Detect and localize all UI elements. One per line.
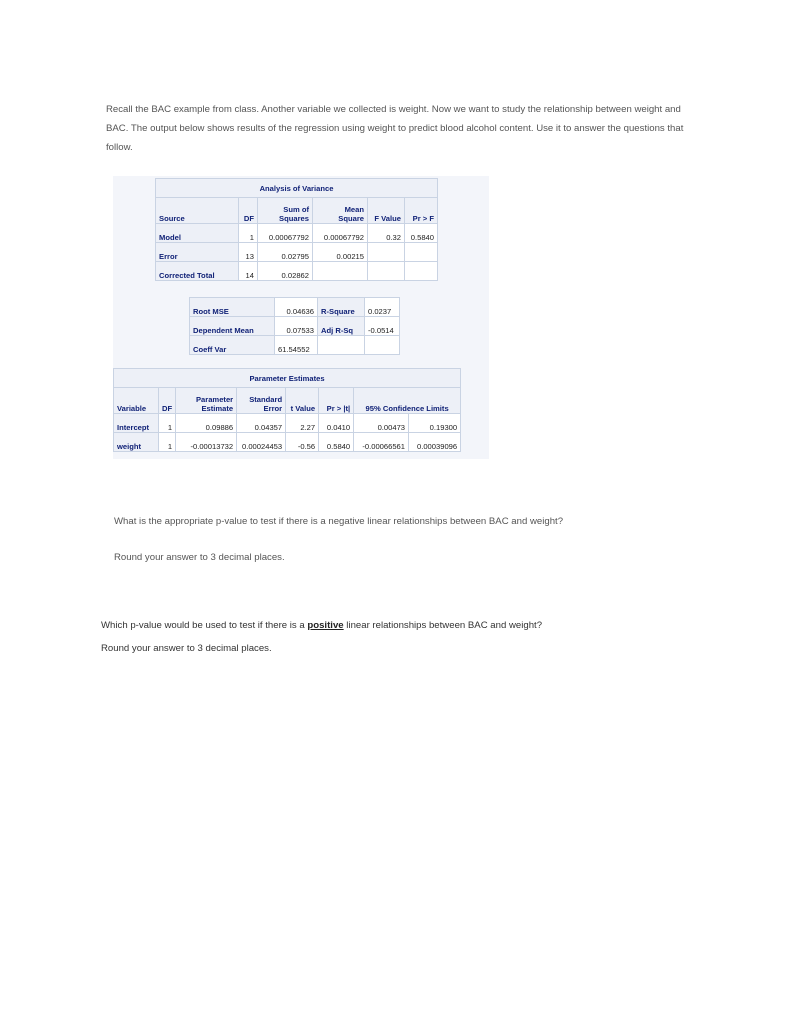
params-header-p: Pr > |t|	[319, 388, 354, 414]
anova-ms: 0.00215	[313, 243, 368, 262]
params-df: 1	[159, 414, 176, 433]
anova-p	[405, 262, 438, 281]
anova-p	[405, 243, 438, 262]
params-header-df: DF	[159, 388, 176, 414]
question2-after: linear relationships between BAC and weight?	[343, 620, 543, 631]
anova-source: Error	[156, 243, 239, 262]
params-header-variable: Variable	[114, 388, 159, 414]
anova-row-model	[156, 224, 438, 243]
params-estimate: 0.09886	[176, 414, 237, 433]
params-se: 0.04357	[237, 414, 286, 433]
fit-label: Dependent Mean	[190, 317, 275, 336]
anova-f	[368, 243, 405, 262]
question1-text: What is the appropriate p-value to test if there is a negative linear relationships between BAC and weight?	[114, 516, 564, 527]
anova-header-p: Pr > F	[405, 198, 438, 224]
question1-instruction: Round your answer to 3 decimal places.	[114, 552, 285, 563]
anova-p: 0.5840	[405, 224, 438, 243]
fit-value: -0.0514	[365, 317, 400, 336]
params-lcl: -0.00066561	[354, 433, 409, 452]
params-ucl: 0.19300	[409, 414, 461, 433]
params-se: 0.00024453	[237, 433, 286, 452]
fit-value: 0.0237	[365, 298, 400, 317]
params-t: 2.27	[286, 414, 319, 433]
anova-df: 14	[239, 262, 258, 281]
params-df: 1	[159, 433, 176, 452]
question2-instruction: Round your answer to 3 decimal places.	[101, 643, 272, 654]
params-p: 0.5840	[319, 433, 354, 452]
fit-row	[190, 336, 400, 355]
parameter-estimates-table	[113, 368, 461, 452]
anova-ms	[313, 262, 368, 281]
fit-row	[190, 298, 400, 317]
fit-value	[365, 336, 400, 355]
fit-label: Adj R-Sq	[318, 317, 365, 336]
params-header-estimate: Parameter Estimate	[176, 388, 237, 414]
fit-label	[318, 336, 365, 355]
anova-header-ss: Sum of Squares	[258, 198, 313, 224]
params-p: 0.0410	[319, 414, 354, 433]
question2-emphasis: positive	[307, 620, 344, 631]
anova-table	[155, 178, 438, 281]
anova-ss: 0.00067792	[258, 224, 313, 243]
fit-label: Coeff Var	[190, 336, 275, 355]
params-header-se: Standard Error	[237, 388, 286, 414]
anova-header-df: DF	[239, 198, 258, 224]
params-header-ci: 95% Confidence Limits	[354, 388, 461, 414]
intro-paragraph: Recall the BAC example from class. Another variable we collected is weight. Now we want to study the relationship between weight and BAC. The output below shows results of the regression using weight to predict blood alcohol content. Use it to answer the questions that follow.	[106, 104, 684, 153]
params-variable: weight	[114, 433, 159, 452]
anova-df: 13	[239, 243, 258, 262]
fit-value: 0.04636	[275, 298, 318, 317]
params-header-t: t Value	[286, 388, 319, 414]
fit-label: R-Square	[318, 298, 365, 317]
anova-f	[368, 262, 405, 281]
params-estimate: -0.00013732	[176, 433, 237, 452]
anova-header-f: F Value	[368, 198, 405, 224]
params-lcl: 0.00473	[354, 414, 409, 433]
fit-label: Root MSE	[190, 298, 275, 317]
anova-header-ms: Mean Square	[313, 198, 368, 224]
question2-text	[101, 620, 542, 631]
anova-row-error	[156, 243, 438, 262]
params-title: Parameter Estimates	[114, 369, 461, 388]
anova-ss: 0.02795	[258, 243, 313, 262]
question2-before: Which p-value would be used to test if there is a	[101, 620, 308, 631]
anova-title: Analysis of Variance	[156, 179, 438, 198]
params-t: -0.56	[286, 433, 319, 452]
fit-row	[190, 317, 400, 336]
anova-header-source: Source	[156, 198, 239, 224]
anova-f: 0.32	[368, 224, 405, 243]
anova-ms: 0.00067792	[313, 224, 368, 243]
anova-row-total	[156, 262, 438, 281]
fit-value: 61.54552	[275, 336, 318, 355]
params-variable: Intercept	[114, 414, 159, 433]
anova-df: 1	[239, 224, 258, 243]
anova-source: Model	[156, 224, 239, 243]
anova-ss: 0.02862	[258, 262, 313, 281]
fit-value: 0.07533	[275, 317, 318, 336]
fit-statistics-table	[189, 297, 400, 355]
params-row-weight	[114, 433, 461, 452]
params-ucl: 0.00039096	[409, 433, 461, 452]
anova-source: Corrected Total	[156, 262, 239, 281]
params-row-intercept	[114, 414, 461, 433]
